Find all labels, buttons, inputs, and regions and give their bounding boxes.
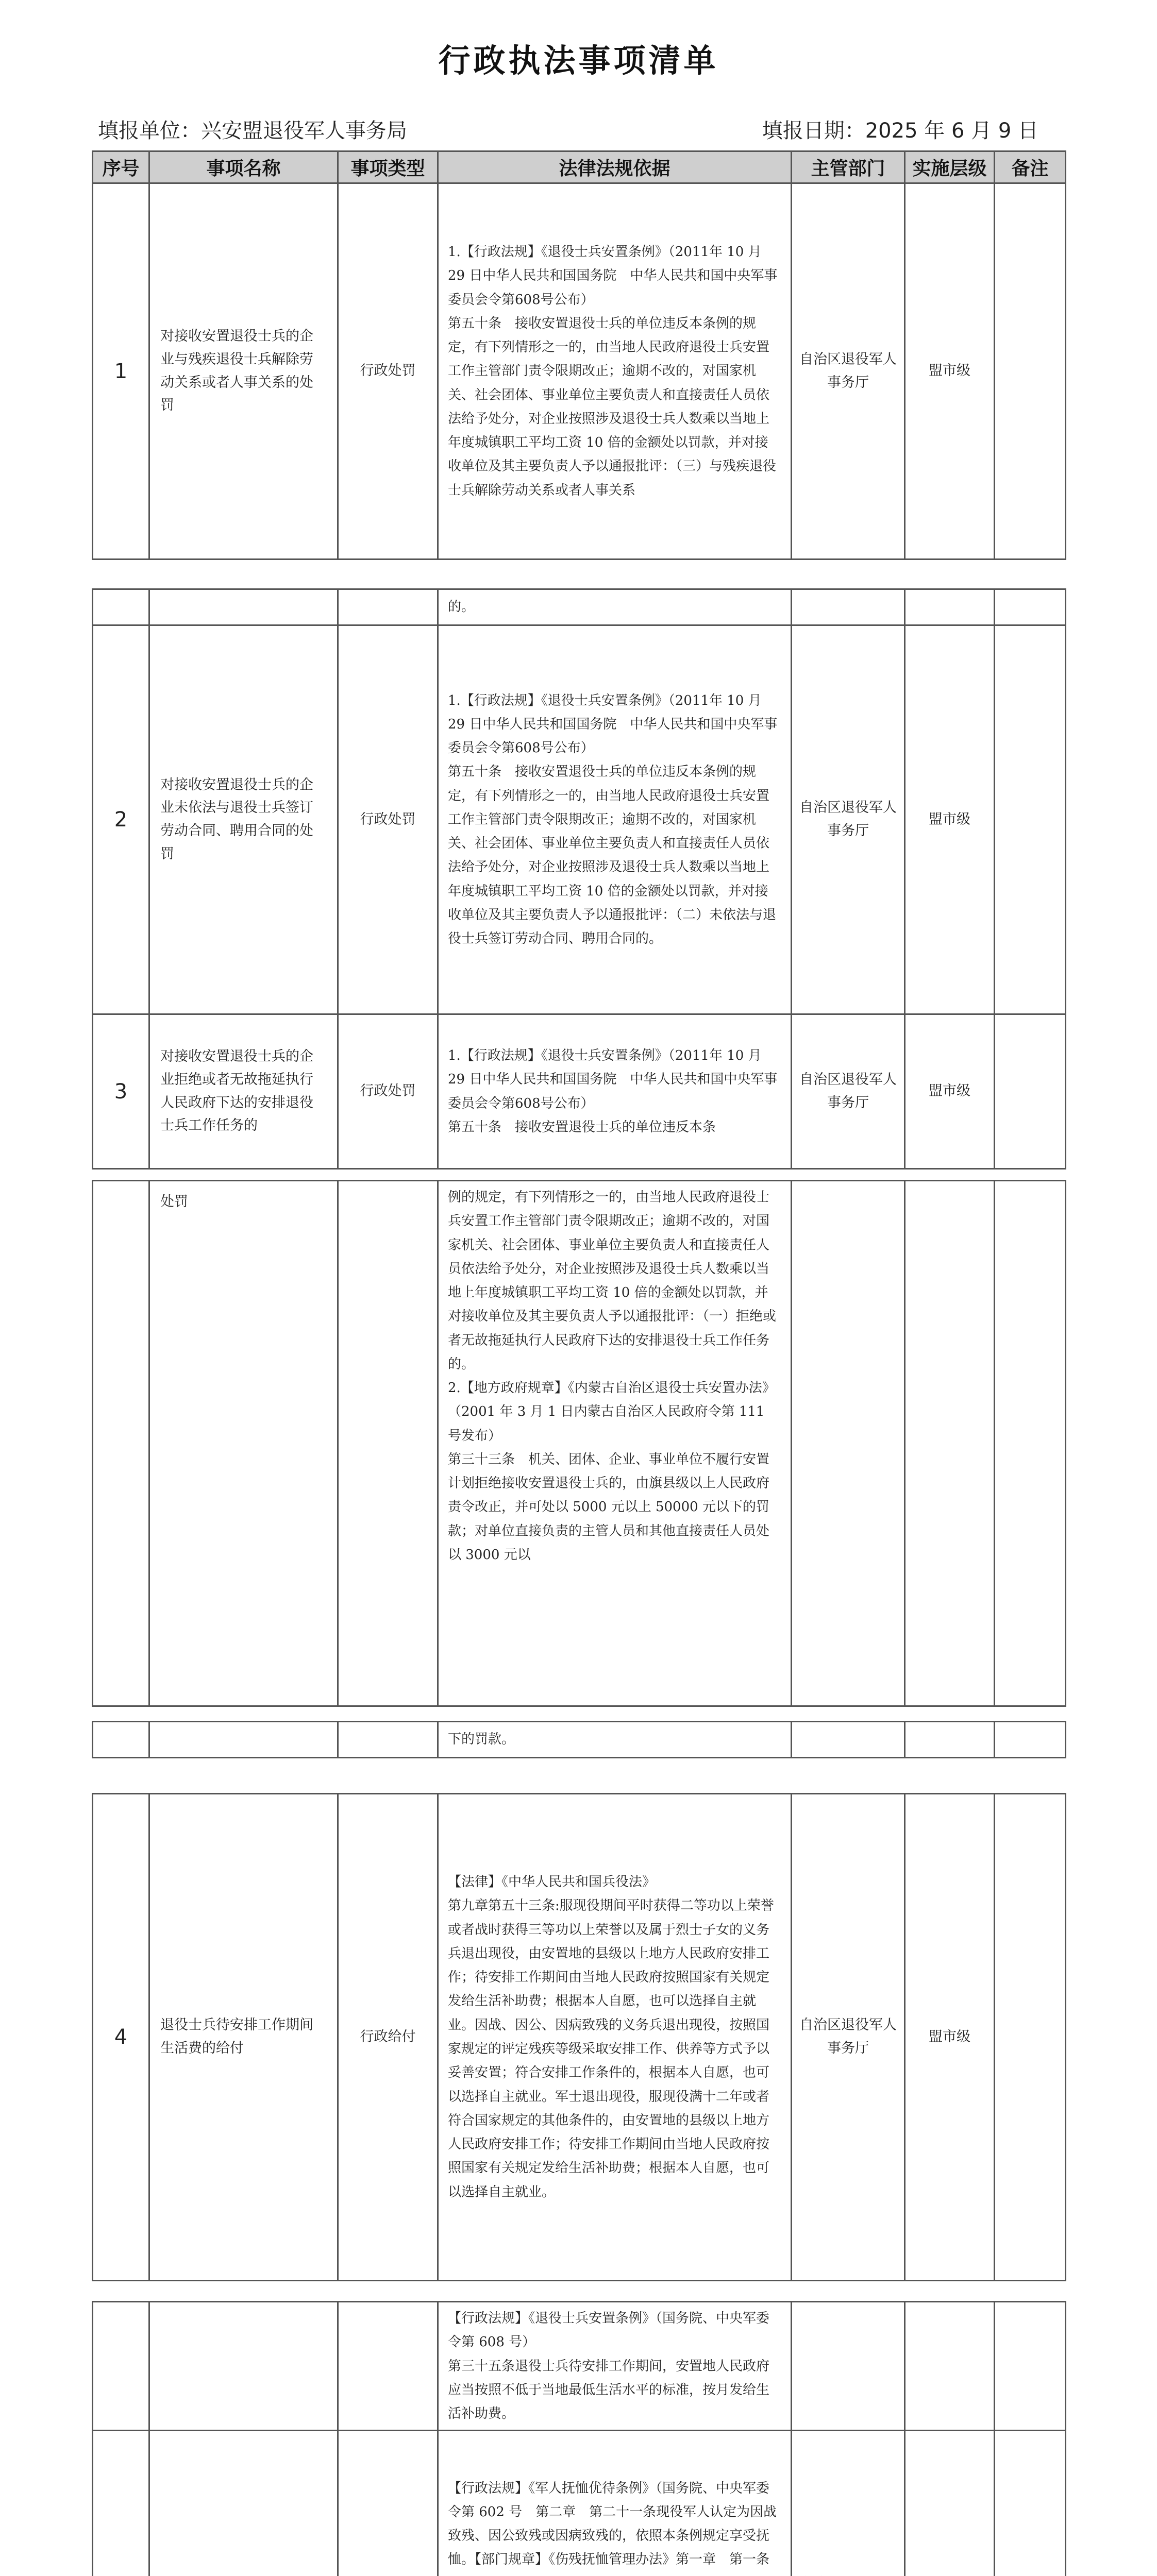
list-table-part-4 bbox=[92, 1180, 1066, 1707]
row-seq: 2 bbox=[93, 625, 149, 1014]
header-name: 事项名称 bbox=[149, 151, 338, 183]
row-dept: 自治区退役军人事务厅 bbox=[792, 1794, 905, 2281]
basis-paragraph: 第三十五条退役士兵待安排工作期间，安置地人民政府应当按照不低于当地最低生活水平的标准，按月发给生活补助费。 bbox=[448, 2358, 770, 2422]
row-seq: 3 bbox=[93, 1014, 149, 1169]
row-dept: 自治区退役军人事务厅 bbox=[792, 183, 905, 560]
table-row bbox=[93, 183, 1066, 560]
row-dept: 自治区退役军人事务厅 bbox=[792, 625, 905, 1014]
list-table-part-7 bbox=[92, 2301, 1066, 2576]
list-table-part-2 bbox=[92, 588, 1066, 626]
row-note bbox=[995, 1014, 1066, 1169]
table-row-continuation bbox=[93, 1181, 1066, 1706]
reporting-unit: 填报单位：兴安盟退役军人事务局 bbox=[98, 119, 407, 143]
list-table-part-3 bbox=[92, 624, 1066, 1170]
row-level: 盟市级 bbox=[905, 1794, 995, 2281]
row-legal-basis bbox=[438, 1794, 792, 2281]
row-dept: 自治区退役军人事务厅 bbox=[792, 1014, 905, 1169]
row-item-name-continuation: 处罚 bbox=[149, 1181, 338, 1706]
table-row bbox=[93, 625, 1066, 1014]
basis-continuation: 的。 bbox=[438, 589, 792, 625]
list-table-part-5 bbox=[92, 1721, 1066, 1758]
row-legal-basis-continuation bbox=[438, 2302, 792, 2431]
header-note: 备注 bbox=[995, 151, 1066, 183]
table-row-continuation bbox=[93, 1722, 1066, 1758]
row-note bbox=[995, 625, 1066, 1014]
row-legal-basis-continuation bbox=[438, 1181, 792, 1706]
basis-paragraph: 第五十条 接收安置退役士兵的单位违反本条例的规定，有下列情形之一的，由当地人民政府退役士兵安置工作主管部门责令限期改正；逾期不改的，对国家机关、社会团体、事业单位主要负责人和直接责任人员依法给予处分，对企业按照涉及退役士兵人数乘以当地上年度城镇职工平均工资 10 倍的金额处以罚款，并对接收单位及其主要负责人予以通报批评：（二）未依法与退役士兵签订劳动合同、聘用合同的。 bbox=[448, 764, 777, 947]
reporting-date: 填报日期：2025 年 6 月 9 日 bbox=[762, 119, 1038, 143]
row-legal-basis bbox=[438, 1014, 792, 1169]
table-row bbox=[93, 2431, 1066, 2576]
list-table-part-1 bbox=[92, 150, 1066, 560]
row-note bbox=[995, 183, 1066, 560]
row-seq: 4 bbox=[93, 1794, 149, 2281]
basis-paragraph: 【行政法规】《军人抚恤优待条例》（国务院、中央军委令第 602 号 第二章 第二十一条现役军人认定为因战致残、因公致残或因病致残的，依照本条例规定享受抚恤。【部门规章】《伤残抚恤管理办法》第一章 第一条 bbox=[448, 2480, 777, 2568]
row-item-type: 行政处罚 bbox=[338, 625, 438, 1014]
row-level: 盟市级 bbox=[905, 183, 995, 560]
row-seq bbox=[93, 2431, 149, 2576]
list-table-part-6 bbox=[92, 1793, 1066, 2281]
row-level bbox=[905, 2431, 995, 2576]
basis-paragraph: 【行政法规】《退役士兵安置条例》（国务院、中央军委令第 608 号） bbox=[448, 2311, 770, 2350]
header-level: 实施层级 bbox=[905, 151, 995, 183]
basis-paragraph: 第五十条 接收安置退役士兵的单位违反本条例的规定，有下列情形之一的，由当地人民政府退役士兵安置工作主管部门责令限期改正；逾期不改的，对国家机关、社会团体、事业单位主要负责人和直接责任人员依法给予处分，对企业按照涉及退役士兵人数乘以当地上年度城镇职工平均工资 10 倍的金额处以罚款，并对接收单位及其主要负责人予以通报批评：（三）与残疾退役士兵解除劳动关系或者人事关系 bbox=[448, 315, 777, 498]
table-header-row bbox=[93, 151, 1066, 183]
table-row-continuation bbox=[93, 589, 1066, 625]
row-item-name: 对接收安置退役士兵的企业未依法与退役士兵签订劳动合同、聘用合同的处罚 bbox=[149, 625, 338, 1014]
row-item-name: 对接收安置退役士兵的企业与残疾退役士兵解除劳动关系或者人事关系的处罚 bbox=[149, 183, 338, 560]
row-item-type: 行政处罚 bbox=[338, 183, 438, 560]
row-item-name bbox=[149, 2431, 338, 2576]
table-row bbox=[93, 1014, 1066, 1169]
header-seq: 序号 bbox=[93, 151, 149, 183]
row-item-type bbox=[338, 2431, 438, 2576]
header-dept: 主管部门 bbox=[792, 151, 905, 183]
row-item-type: 行政处罚 bbox=[338, 1014, 438, 1169]
basis-paragraph: 第九章第五十三条:服现役期间平时获得二等功以上荣誉或者战时获得三等功以上荣誉以及属于烈士子女的义务兵退出现役，由安置地的县级以上地方人民政府安排工作；待安排工作期间由当地人民政府按照国家有关规定发给生活补助费；根据本人自愿，也可以选择自主就业。因战、因公、因病致残的义务兵退出现役，按照国家规定的评定残疾等级采取安排工作、供养等方式予以妥善安置；符合安排工作条件的，根据本人自愿，也可以选择自主就业。军士退出现役，服现役满十二年或者符合国家规定的其他条件的，由安置地的县级以上地方人民政府安排工作；待安排工作期间由当地人民政府按照国家有关规定发给生活补助费；根据本人自愿，也可以选择自主就业。 bbox=[448, 1898, 774, 2200]
basis-paragraph: 1.【行政法规】《退役士兵安置条例》（2011年 10 月 29 日中华人民共和国国务院 中华人民共和国中央军事委员会令第608号公布） bbox=[448, 692, 778, 756]
table-row-continuation bbox=[93, 2302, 1066, 2431]
row-dept bbox=[792, 2431, 905, 2576]
basis-paragraph: 【法律】《中华人民共和国兵役法》 bbox=[448, 1874, 656, 1890]
row-seq: 1 bbox=[93, 183, 149, 560]
basis-continuation: 下的罚款。 bbox=[438, 1722, 792, 1758]
basis-paragraph: 例的规定，有下列情形之一的，由当地人民政府退役士兵安置工作主管部门责令限期改正；逾期不改的，对国家机关、社会团体、事业单位主要负责人和直接责任人员依法给予处分，对企业按照涉及退役士兵人数乘以当地上年度城镇职工平均工资 10 倍的金额处以罚款，并对接收单位及其主要负责人予以通报批评：（一）拒绝或者无故拖延执行人民政府下达的安排退役士兵工作任务的。 bbox=[448, 1190, 777, 1372]
row-note bbox=[995, 2431, 1066, 2576]
row-level: 盟市级 bbox=[905, 1014, 995, 1169]
row-legal-basis bbox=[438, 2431, 792, 2576]
basis-paragraph: 第五十条 接收安置退役士兵的单位违反本条 bbox=[448, 1119, 716, 1135]
header-type: 事项类型 bbox=[338, 151, 438, 183]
header-basis: 法律法规依据 bbox=[438, 151, 792, 183]
page-title: 行政执法事项清单 bbox=[438, 42, 719, 79]
row-legal-basis bbox=[438, 183, 792, 560]
basis-paragraph: 第三十三条 机关、团体、企业、事业单位不履行安置计划拒绝接收安置退役士兵的，由旗县级以上人民政府责令改正，并可处以 5000 元以上 50000 元以下的罚款；对单位直接负责的主管人员和其他直接责任人员处以 3000 元以 bbox=[448, 1451, 770, 1563]
row-item-type: 行政给付 bbox=[338, 1794, 438, 2281]
row-note bbox=[995, 1794, 1066, 2281]
row-legal-basis bbox=[438, 625, 792, 1014]
row-item-name: 对接收安置退役士兵的企业拒绝或者无故拖延执行人民政府下达的安排退役士兵工作任务的 bbox=[149, 1014, 338, 1169]
basis-paragraph: 1.【行政法规】《退役士兵安置条例》（2011年 10 月 29 日中华人民共和国国务院 中华人民共和国中央军事委员会令第608号公布） bbox=[448, 1047, 778, 1111]
row-item-name: 退役士兵待安排工作期间生活费的给付 bbox=[149, 1794, 338, 2281]
basis-paragraph: 1.【行政法规】《退役士兵安置条例》（2011年 10 月 29 日中华人民共和国国务院 中华人民共和国中央军事委员会令第608号公布） bbox=[448, 244, 778, 308]
table-row bbox=[93, 1794, 1066, 2281]
row-level: 盟市级 bbox=[905, 625, 995, 1014]
basis-paragraph: 2.【地方政府规章】《内蒙古自治区退役士兵安置办法》（2001 年 3 月 1 日内蒙古自治区人民政府令第 111 号发布） bbox=[448, 1380, 776, 1444]
